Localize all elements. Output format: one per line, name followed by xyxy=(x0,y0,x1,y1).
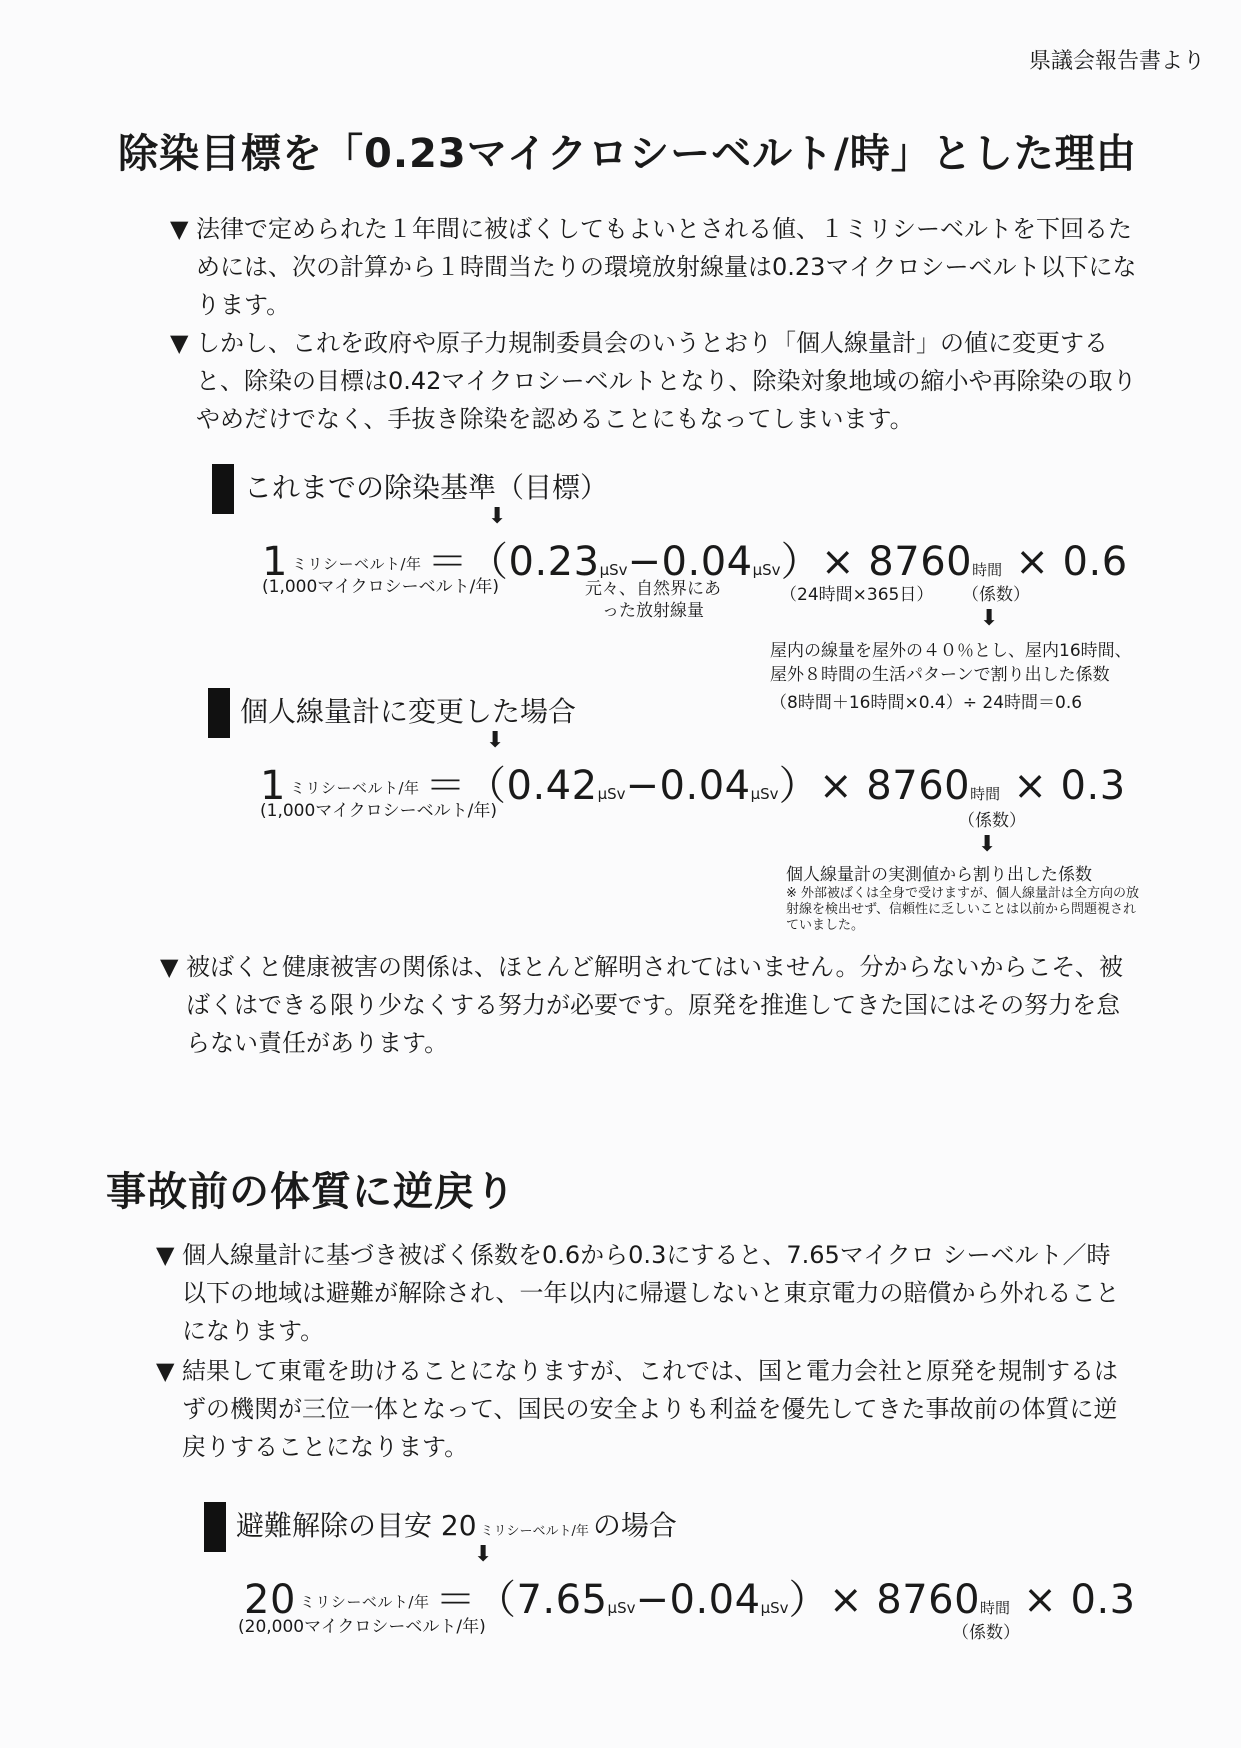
down-arrow-icon: ⬇ xyxy=(978,832,997,857)
down-arrow-icon: ⬇ xyxy=(474,1542,493,1567)
triangle-down-bullet-icon: ▼ xyxy=(156,1357,175,1385)
factor-note-b: （係数） xyxy=(958,811,1026,831)
down-arrow-icon: ⬇ xyxy=(488,504,507,529)
down-arrow-icon: ⬇ xyxy=(486,728,505,753)
factor-explain-3: （8時間＋16時間×0.4）÷ 24時間＝0.6 xyxy=(770,693,1083,713)
formula-c-heading: 避難解除の目安 20 ミリシーベルト/年 の場合 xyxy=(236,1504,677,1544)
factor-note-c: （係数） xyxy=(952,1623,1020,1643)
formula-a-lhs-sub: (1,000マイクロシーベルト/年) xyxy=(262,577,499,597)
formula-a-heading: これまでの除染基準（目標） xyxy=(244,466,608,506)
section1-title: 除染目標を「0.23マイクロシーベルト/時」とした理由 xyxy=(118,131,1137,177)
triangle-down-bullet-icon: ▼ xyxy=(170,215,189,243)
formula-b-lhs-sub: (1,000マイクロシーベルト/年) xyxy=(260,801,497,821)
down-arrow-icon: ⬇ xyxy=(980,606,999,631)
triangle-down-bullet-icon: ▼ xyxy=(156,1241,175,1269)
black-bar-marker-icon xyxy=(204,1502,226,1552)
bullet-5: ▼ 結果して東電を助けることになりますが、これでは、国と電力会社と原発を規制するはずの機関が三位一体となって、国民の安全よりも利益を優先してきた事故前の体質に逆戻りすることになります。 xyxy=(182,1352,1132,1466)
formula-c-equation: 20 ミリシーベルト/年 ＝（7.65μSv−0.04μSv）× 8760時間 × 0.3 xyxy=(244,1577,1136,1623)
factor-b-explain: 個人線量計の実測値から割り出した係数 xyxy=(786,865,1092,885)
triangle-down-bullet-icon: ▼ xyxy=(170,329,189,357)
factor-explain-1: 屋内の線量を屋外の４０％とし、屋内16時間、 xyxy=(770,641,1132,661)
factor-b-footnote: ※ 外部被ばくは全身で受けますが、個人線量計は全方向の放射線を検出せず、信頼性に乏しいことは以前から問題視されていました。 xyxy=(786,886,1140,933)
black-bar-marker-icon xyxy=(208,688,230,738)
bullet-2: ▼ しかし、これを政府や原子力規制委員会のいうとおり「個人線量計」の値に変更すると、除染の目標は0.42マイクロシーベルトとなり、除染対象地域の縮小や再除染の取りやめだけでなく、手抜き除染を認めることにもなってしまいます。 xyxy=(196,324,1146,438)
factor-note-a: （係数） xyxy=(962,585,1030,605)
triangle-down-bullet-icon: ▼ xyxy=(160,953,179,981)
section2-title: 事故前の体質に逆戻り xyxy=(106,1169,516,1215)
bullet-4: ▼ 個人線量計に基づき被ばく係数を0.6から0.3にすると、7.65マイクロ シーベルト／時以下の地域は避難が解除され、一年以内に帰還しないと東京電力の賠償から外れることになります。 xyxy=(182,1236,1132,1350)
source-label: 県議会報告書より xyxy=(1028,49,1205,74)
factor-explain-2: 屋外８時間の生活パターンで割り出した係数 xyxy=(770,665,1110,685)
hours-note: （24時間×365日） xyxy=(780,585,934,605)
bullet-3: ▼ 被ばくと健康被害の関係は、ほとんど解明されてはいません。分からないからこそ、被ばくはできる限り少なくする努力が必要です。原発を推進してきた国にはその努力を怠らない責任があります。 xyxy=(186,948,1136,1062)
formula-c-lhs-sub: (20,000マイクロシーベルト/年) xyxy=(238,1617,486,1637)
bullet-1: ▼ 法律で定められた１年間に被ばくしてもよいとされる値、１ミリシーベルトを下回るためには、次の計算から１時間当たりの環境放射線量は0.23マイクロシーベルト以下になります。 xyxy=(196,210,1146,324)
formula-a-equation: 1 ミリシーベルト/年 ＝（0.23μSv−0.04μSv）× 8760時間 × 0.6 xyxy=(262,539,1128,585)
formula-b-equation: 1 ミリシーベルト/年 ＝（0.42μSv−0.04μSv）× 8760時間 × 0.3 xyxy=(260,763,1126,809)
black-bar-marker-icon xyxy=(212,464,234,514)
natural-radiation-note: 元々、自然界にあった放射線量 xyxy=(585,579,721,621)
formula-b-heading: 個人線量計に変更した場合 xyxy=(240,690,576,730)
